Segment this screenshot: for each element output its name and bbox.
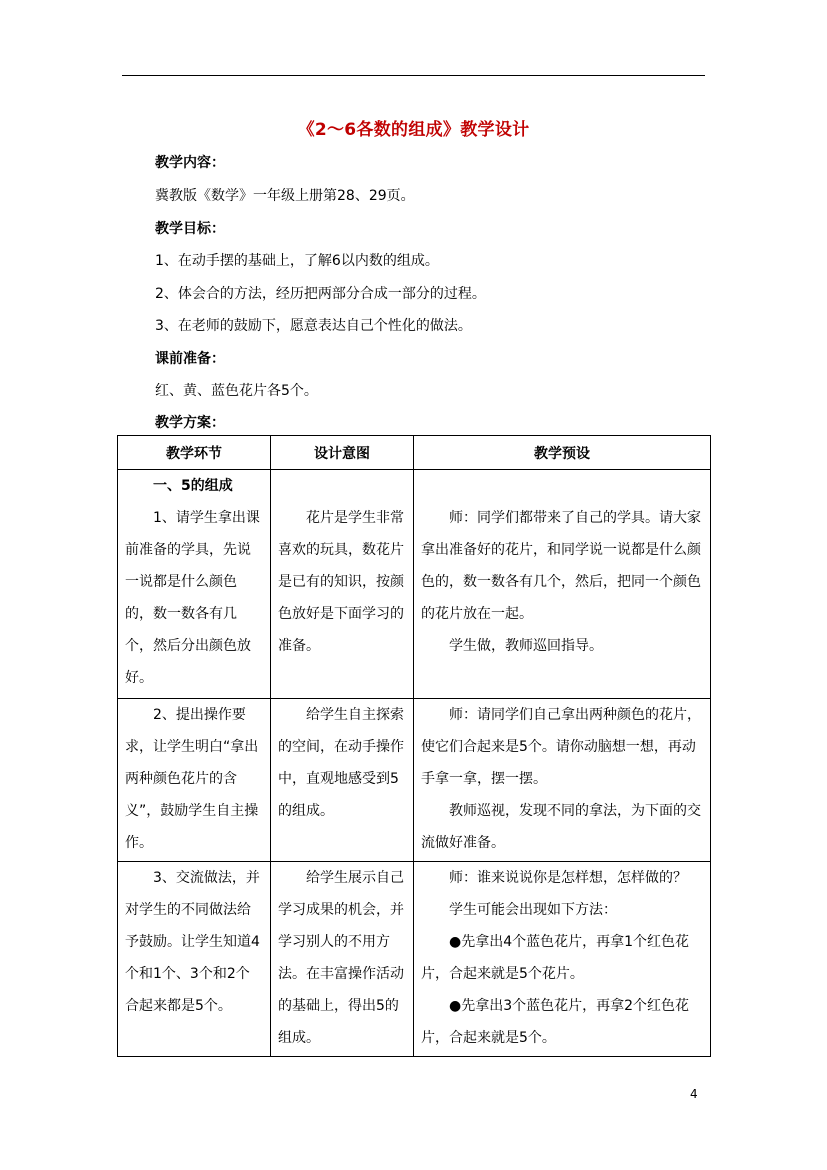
intent-cell bbox=[271, 862, 414, 1057]
table-row bbox=[118, 699, 711, 862]
preset-text: 学生可能会出现如下方法： bbox=[449, 902, 617, 918]
step-text: 2、提出操作要求，让学生明白“拿出两种颜色花片的含义”，鼓励学生自主操作。 bbox=[125, 707, 259, 851]
column-header: 教学环节 bbox=[118, 436, 271, 470]
content-text: 冀教版《数学》一年级上册第28、29页。 bbox=[155, 188, 415, 204]
header-rule bbox=[122, 75, 705, 76]
document-title: 《2～6各数的组成》教学设计 bbox=[297, 120, 530, 140]
goal-item: 1、在动手摆的基础上，了解6以内数的组成。 bbox=[155, 253, 439, 269]
intent-cell bbox=[271, 699, 414, 862]
preset-text: 教师巡视，发现不同的拿法，为下面的交流做好准备。 bbox=[421, 803, 701, 851]
preset-text: 学生做，教师巡回指导。 bbox=[449, 638, 603, 654]
step-text: 3、交流做法，并对学生的不同做法给予鼓励。让学生知道4个和1个、3个和2个合起来都是5个。 bbox=[125, 870, 260, 1014]
intent-text: 给学生展示自己学习成果的机会，并学习别人的不用方法。在丰富操作活动的基础上，得出5的组成。 bbox=[278, 870, 404, 1046]
step-cell bbox=[118, 470, 271, 699]
step-text: 1、请学生拿出课前准备的学具，先说一说都是什么颜色的，数一数各有几个，然后分出颜色放好。 bbox=[125, 510, 260, 686]
intent-text: 给学生自主探索的空间，在动手操作中，直观地感受到5的组成。 bbox=[278, 707, 404, 819]
intent-cell bbox=[271, 470, 414, 699]
table-header-row bbox=[118, 436, 711, 470]
content-heading: 教学内容： bbox=[155, 155, 225, 171]
preset-cell bbox=[414, 699, 711, 862]
prep-text: 红、黄、蓝色花片各5个。 bbox=[155, 383, 318, 399]
preset-text: ●先拿出3个蓝色花片，再拿2个红色花片，合起来就是5个。 bbox=[421, 998, 690, 1046]
table-row bbox=[118, 470, 711, 699]
page-number: 4 bbox=[690, 1087, 698, 1101]
teaching-plan-table bbox=[117, 435, 711, 1057]
goal-item: 2、体会合的方法，经历把两部分合成一部分的过程。 bbox=[155, 286, 486, 302]
intent-text: 花片是学生非常喜欢的玩具，数花片是已有的知识，按颜色放好是下面学习的准备。 bbox=[278, 510, 404, 654]
preset-text: 师：同学们都带来了自己的学具。请大家拿出准备好的花片，和同学说一说都是什么颜色的，数一数各有几个，然后，把同一个颜色的花片放在一起。 bbox=[421, 510, 701, 622]
preset-cell bbox=[414, 862, 711, 1057]
plan-heading: 教学方案： bbox=[155, 415, 225, 431]
preset-text: 师：请同学们自己拿出两种颜色的花片，使它们合起来是5个。请你动脑想一想，再动手拿一拿，摆一摆。 bbox=[421, 707, 701, 787]
prep-heading: 课前准备： bbox=[155, 351, 225, 367]
preset-text: 师：谁来说说你是怎样想，怎样做的？ bbox=[449, 870, 687, 886]
table-row bbox=[118, 862, 711, 1057]
section-title: 一、5的组成 bbox=[153, 478, 233, 494]
preset-text: ●先拿出4个蓝色花片，再拿1个红色花片，合起来就是5个花片。 bbox=[421, 934, 690, 982]
preset-cell bbox=[414, 470, 711, 699]
column-header: 教学预设 bbox=[414, 436, 711, 470]
step-cell bbox=[118, 699, 271, 862]
column-header: 设计意图 bbox=[271, 436, 414, 470]
goal-item: 3、在老师的鼓励下，愿意表达自己个性化的做法。 bbox=[155, 318, 472, 334]
step-cell bbox=[118, 862, 271, 1057]
goals-heading: 教学目标： bbox=[155, 221, 225, 237]
